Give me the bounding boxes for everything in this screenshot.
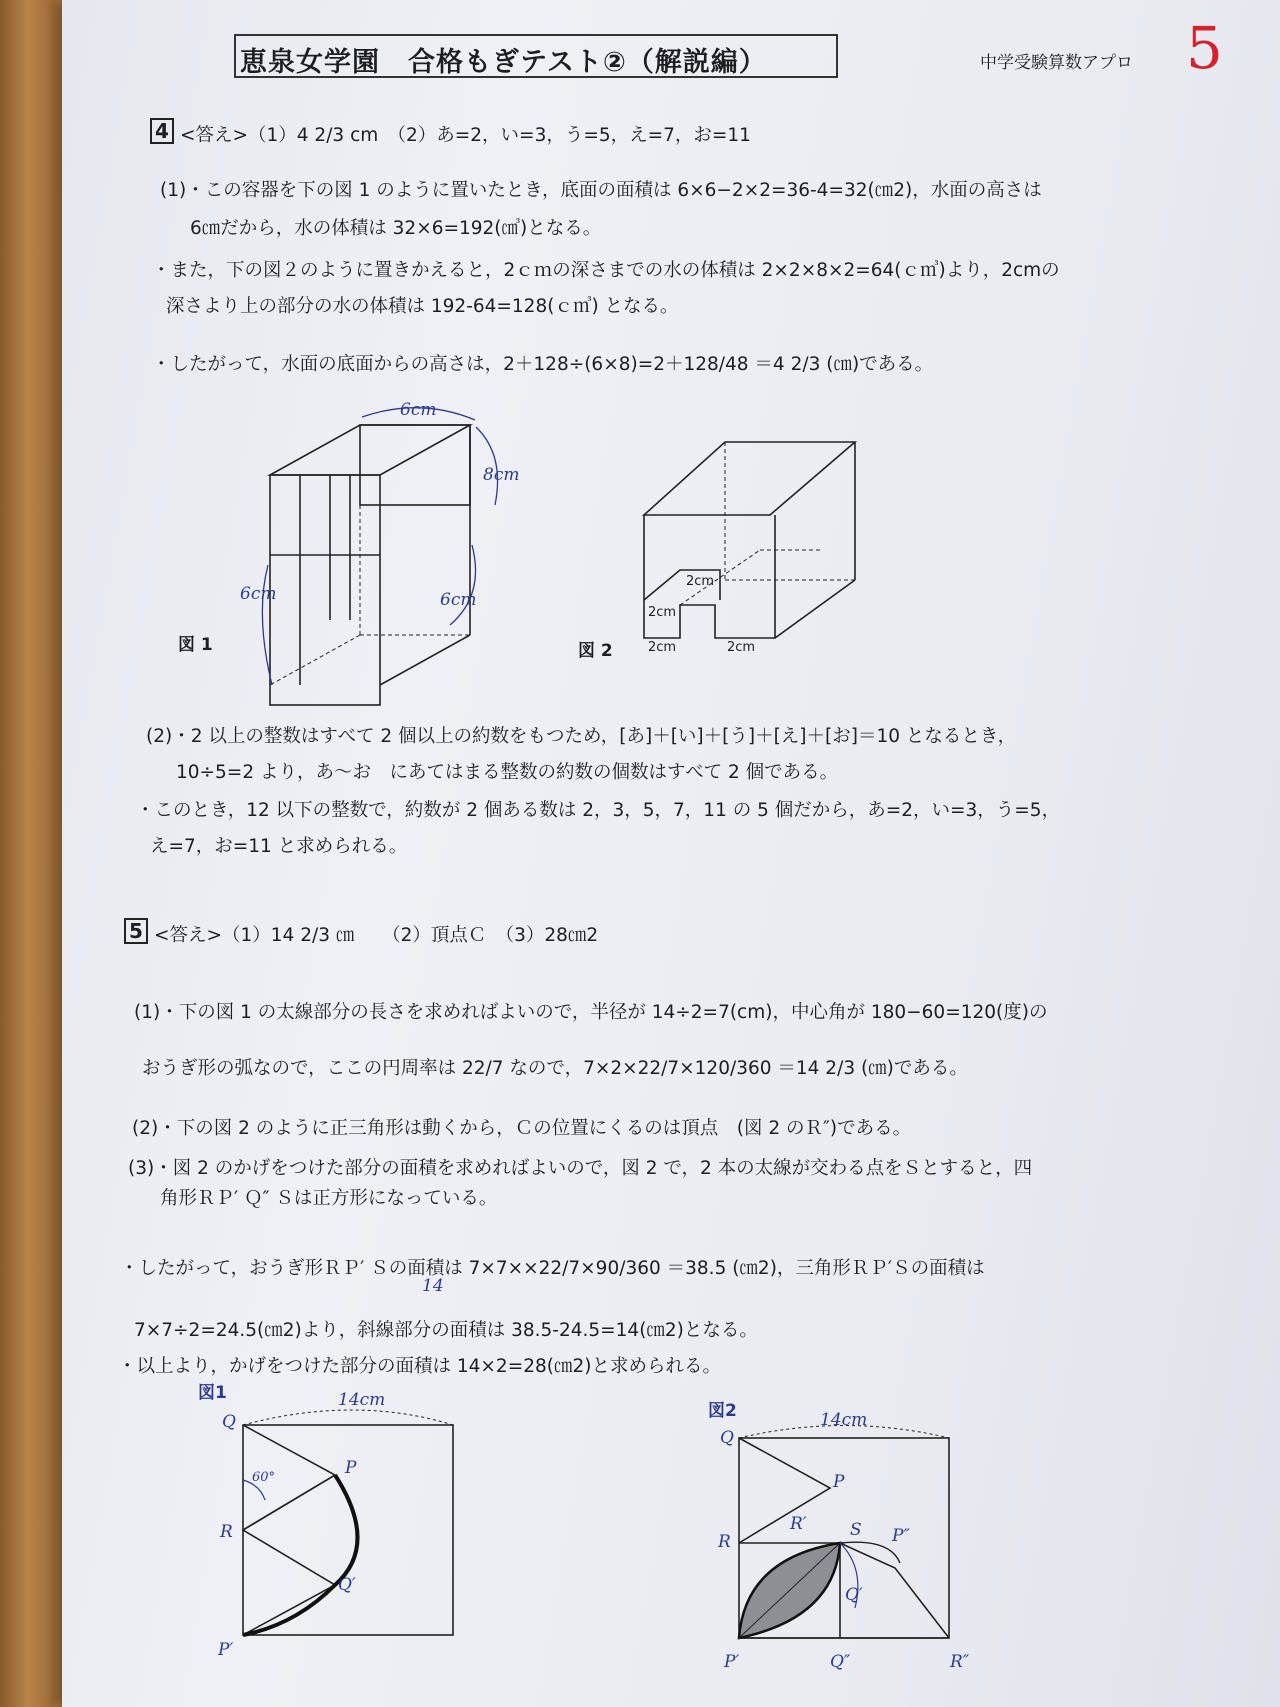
page-number: 5 xyxy=(1186,14,1223,82)
q5-line-2: おうぎ形の弧なので，ここの円周率は 22/7 なので，7×2×22/7×120/360 ＝14 2/3 (㎝)である。 xyxy=(142,1058,968,1079)
q5-fig1-point-q: Q xyxy=(222,1412,236,1432)
wooden-table-edge xyxy=(0,0,70,1707)
q4-fig1-label: 図 1 xyxy=(178,635,213,655)
q5-fig1-point-p-prime: P′ xyxy=(218,1640,234,1660)
q4-fig2-dim-bottom-left: 2cm xyxy=(648,640,677,655)
q4-fig1-dim-left: 6cm xyxy=(240,584,277,604)
q5-line-6: ・したがって，おうぎ形ＲＰ′ Ｓの面積は 7×7××22/7×90/360 ＝38.5 (㎝2)，三角形ＲＰ′Ｓの面積は xyxy=(120,1258,985,1279)
q5-fig2-point-p-prime: P′ xyxy=(724,1652,740,1672)
q4-figure-1 xyxy=(250,395,550,655)
q5-fig1-dim-top: 14cm xyxy=(338,1390,386,1410)
q5-figure-1 xyxy=(235,1405,475,1645)
q4-fig1-dim-bottom: 6cm xyxy=(440,590,477,610)
q5-fig2-label: 図2 xyxy=(708,1401,737,1421)
q5-fig2-point-r-prime: R′ xyxy=(790,1514,807,1534)
q5-fig2-point-r: R xyxy=(718,1532,731,1552)
q4-part2-line-1: (2)・2 以上の整数はすべて 2 個以上の約数をもつため，[あ]＋[い]＋[う]＋[え]＋[お]＝10 となるとき， xyxy=(146,726,1017,747)
q4-fig1-dim-top: 6cm xyxy=(400,400,437,420)
q4-part2-line-3: ・このとき，12 以下の整数で，約数が 2 個ある数は 2，3，5，7，11 の 5 個だから，あ=2，い=3，う=5， xyxy=(136,800,1061,821)
q5-fig2-dim-top: 14cm xyxy=(820,1410,868,1430)
q5-fig2-point-q-double-prime: Q″ xyxy=(830,1652,851,1672)
brand-name: 中学受験算数アプロ xyxy=(980,53,1133,73)
q4-fig2-dim-step: 2cm xyxy=(686,574,715,589)
question-4-answer: <答え>（1）4 2/3 cm （2）あ=2，い=3，う=5，え=7，お=11 xyxy=(180,125,751,146)
question-4-number: 4 xyxy=(150,118,174,144)
q5-fig1-point-q-prime: Q′ xyxy=(338,1575,356,1595)
q4-fig2-label: 図 2 xyxy=(578,641,613,661)
q4-line-4: 深さより上の部分の水の体積は 192-64=128(ｃ㎥) となる。 xyxy=(166,296,679,317)
page-title: 恵泉女学園 合格もぎテスト②（解説編） xyxy=(240,47,767,78)
q5-handwritten-note: 14 xyxy=(422,1276,444,1296)
q5-fig2-point-q-prime: Q′ xyxy=(845,1585,863,1605)
question-5-number: 5 xyxy=(124,918,148,944)
q5-fig1-point-p: P xyxy=(345,1458,357,1478)
q4-line-2: 6㎝だから，水の体積は 32×6=192(㎤)となる。 xyxy=(190,218,602,239)
q5-fig2-point-p-double-prime: P″ xyxy=(892,1526,910,1546)
q4-fig2-dim-bottom-right: 2cm xyxy=(727,640,756,655)
q4-part2-line-2: 10÷5=2 より，あ～お にあてはまる整数の約数の個数はすべて 2 個である。 xyxy=(176,762,839,783)
q5-fig2-point-p: P xyxy=(833,1472,845,1492)
q5-fig2-point-q: Q xyxy=(720,1428,734,1448)
question-5-answer: <答え>（1）14 2/3 ㎝ （2）頂点Ｃ （3）28㎝2 xyxy=(154,925,599,946)
q4-fig2-dim-left-height: 2cm xyxy=(648,605,677,620)
q4-line-5: ・したがって，水面の底面からの高さは，2＋128÷(6×8)=2＋128/48 ＝4 2/3 (㎝)である。 xyxy=(152,354,934,375)
q4-figure-2 xyxy=(640,440,870,660)
q5-fig1-angle: 60° xyxy=(252,1470,276,1485)
q5-fig1-label: 図1 xyxy=(198,1383,227,1403)
q5-line-5: 角形ＲＰ′ Ｑ″ Ｓは正方形になっている。 xyxy=(160,1188,498,1209)
q5-fig1-point-r: R xyxy=(220,1522,233,1542)
q4-line-1: (1)・この容器を下の図 1 のように置いたとき，底面の面積は 6×6−2×2=36-4=32(㎝2)，水面の高さは xyxy=(160,180,1042,201)
q4-fig1-dim-right: 8cm xyxy=(483,465,520,485)
q5-line-1: (1)・下の図 1 の太線部分の長さを求めればよいので，半径が 14÷2=7(cm)，中心角が 180−60=120(度)の xyxy=(134,1002,1048,1023)
q5-figure-2 xyxy=(735,1428,965,1658)
q5-fig2-point-r-double-prime: R″ xyxy=(950,1652,970,1672)
q4-part2-line-4: え=7，お=11 と求められる。 xyxy=(150,836,408,857)
q5-line-7: 7×7÷2=24.5(㎝2)より，斜線部分の面積は 38.5-24.5=14(㎝2)となる。 xyxy=(134,1320,758,1341)
q4-line-3: ・また，下の図２のように置きかえると，2ｃｍの深さまでの水の体積は 2×2×8×2=64(ｃ㎥)より，2cmの xyxy=(152,260,1060,281)
q5-fig2-point-s: S xyxy=(850,1520,862,1540)
q5-line-8: ・以上より，かげをつけた部分の面積は 14×2=28(㎝2)と求められる。 xyxy=(118,1356,721,1377)
q5-line-4: (3)・図 2 のかげをつけた部分の面積を求めればよいので，図 2 で，2 本の太線が交わる点をＳとすると，四 xyxy=(128,1158,1033,1179)
q5-line-3: (2)・下の図 2 のように正三角形は動くから，Ｃの位置にくるのは頂点 (図 2 のＲ″)である。 xyxy=(132,1118,912,1139)
